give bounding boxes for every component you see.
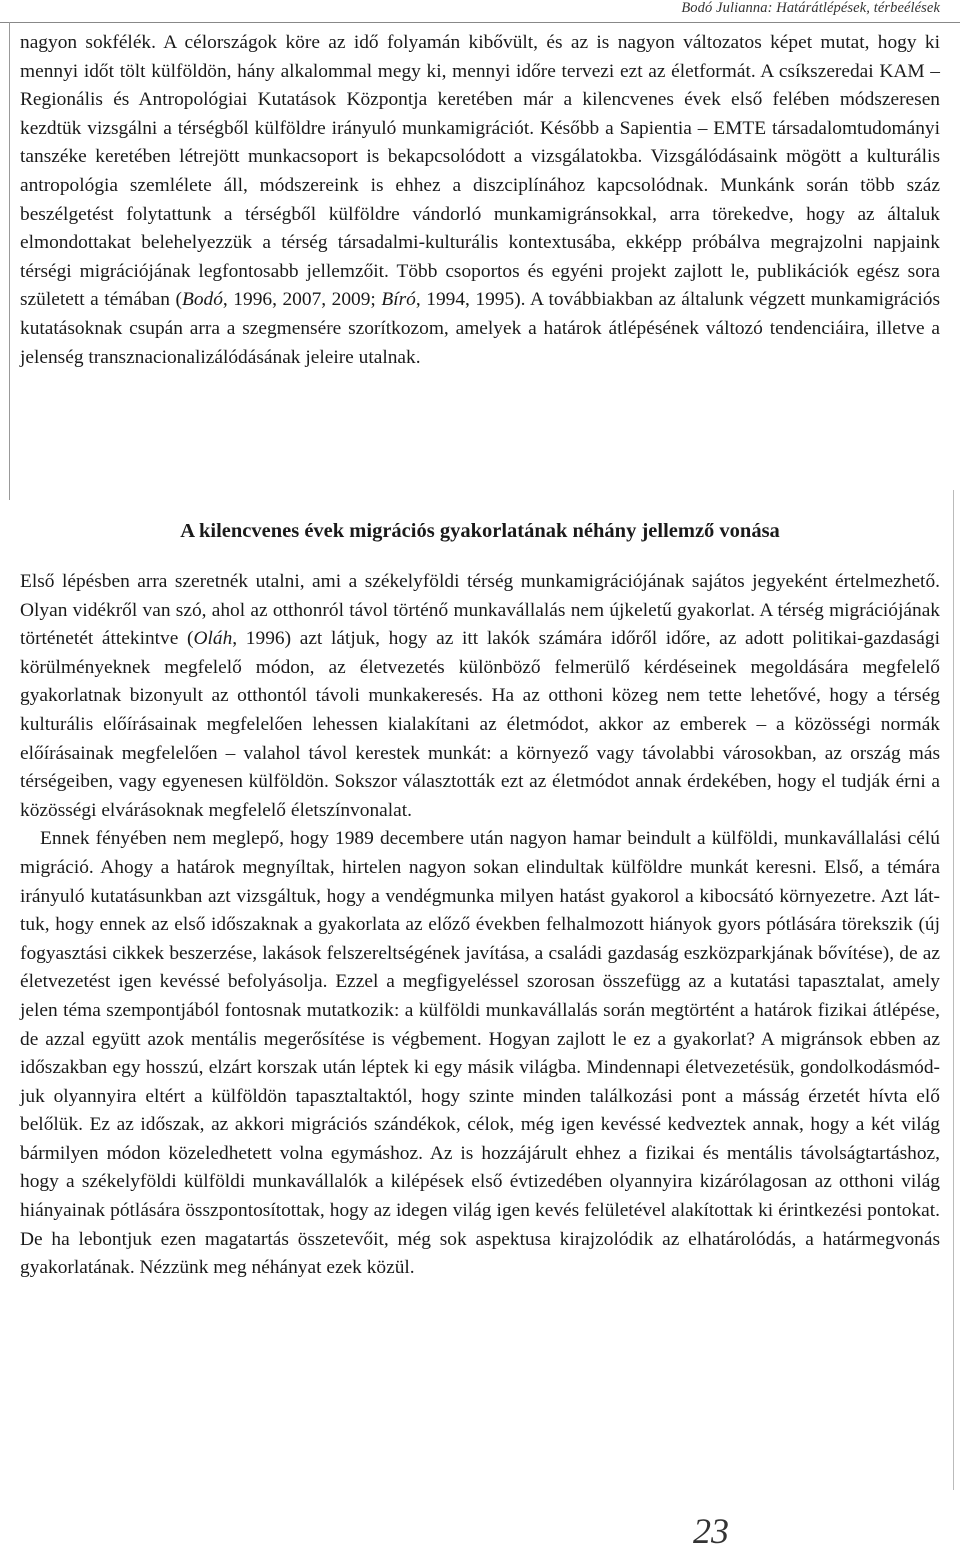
section-paragraph-2: Ennek fényében nem meglepő, hogy 1989 decembere után nagyon hamar beindult a külföldi, munkavállalási célú migráció. Ahogy a határok megnyíltak, hirtelen nagyon sokan elindultak külföldre munkát keresni. Első, a témára irányuló kutatásunkban azt vizsgáltuk, hogy a vendégmunka milyen hatást gyakorol a kibocsátó környezetre. Azt láttuk, hogy ennek az első időszaknak a gyakorlata az előző években felhalmozott hiányok gyors pótlására törekszik (új fogyasztási cikkek beszerzése, lakások felszereltségének javítása, a családi gazdaság eszközparkjának bővítése), de az életvezetést igen kevéssé befolyásolja. Ezzel a megfigyeléssel szorosan összefügg az a kutatási tapasztalat, amely jelen téma szempontjából fontosnak mutatkozik: a külföldi munkavállalás során megtörtént a határok fizikai átlépése, de azzal együtt azok mentális megerősítése is végbement. Hogyan zajlott le ez a gyakorlat? A migránsok ebben az időszakban egy hosszú, elzárt korszak után léptek ki egy másik világba. Mindennapi életvezetésük, gondolkodásmódjuk olyannyira eltért a külföldön tapasztaltaktól, hogy szinte minden találkozási pont a másság érzetét hívta elő belőlük. Ez az időszak, az akkori migrációs szándékok, célok, még igen kevéssé kedveztek annak, hogy a két világ bármilyen módon közeledhetett volna egymáshoz. Az is hozzájárult ehhez a fizikai és mentális távolságtartáshoz, hogy a székelyföldi külföldi munkavállalók a kilépések első évtizedében olyannyira kizárólagosan az otthoni világ hiányainak pótlására összpontosítottak, hogy az idegen világ igen kevés felületével alakítottak ki érintkezési pontokat. De ha lebontjuk ezen magatartás összetevőit, még sok aspektusa kirajzolódik az elhatárolódás, a határmegvonás gyakorlatának. Nézzünk meg néhányat ezek közül. — [20, 828, 940, 1279]
section-body — [20, 568, 940, 1283]
section-heading: A kilencvenes évek migrációs gyakorlatának néhány jellemző vonása — [180, 520, 780, 542]
citation-olah: Oláh — [193, 628, 233, 650]
header-rule — [0, 22, 960, 23]
running-head: Bodó Julianna: Határátlépések, térbeélések — [681, 0, 940, 16]
intro-text-b: , 1996, 2007, 2009; — [222, 289, 382, 311]
section-paragraph-1 — [20, 568, 940, 825]
intro-block — [20, 29, 940, 372]
right-margin-rule — [953, 490, 954, 1490]
section-text-b: , 1996) azt látjuk, hogy az itt lakók számára időről időre, az adott politikai-gazdasági körülményeknek megfelelő módon, az életvezetés különböző felmerülő kérdéseinek megoldására megfelelő gyakorlatnak bizonyult az otthontól távoli munkakeresés. Ha az otthoni közeg nem tette lehetővé, hogy a térség kulturális előírásainak megfelelően lehessen kialakítani az életmódot, akkor az emberek – a közösségi normák előírásainak megfelelően – valahol távol kerestek munkát: a környező vagy távolabbi városokban, az ország más térségeiben, vagy egyenesen külföldön. Sokszor választották ezt az életmódot annak érdekében, hogy el tudják érni a közösségi elvárásoknak megfelelő életszínvonalat. — [20, 628, 940, 821]
left-margin-rule — [9, 22, 10, 500]
intro-text-c: , 1994, 1995). A továbbiakban az általunk végzett munkamigrációs kutatásoknak csupán arra a szegmensére szorítkozom, amelyek a határok átlépésének változó tendenciáira, illetve a jelenség transznacionalizálódásának jeleire utalnak. — [20, 289, 940, 368]
citation-bodo: Bodó — [181, 289, 223, 311]
intro-paragraph — [20, 29, 940, 372]
citation-biro: Bíró — [381, 289, 416, 311]
section-text-a: Első lépésben arra szeretnék utalni, ami a székelyföldi térség munkamigrációjának sajátos jegyeként értelmezhető. Olyan vidékről van szó, ahol az otthonról távol történő munkavállalás nem újkeletű gyakorlat. A térség migrációjának történetét áttekintve ( — [20, 571, 940, 650]
page-number: 23 — [693, 1511, 729, 1551]
intro-text-a: nagyon sokfélék. A célországok köre az idő folyamán kibővült, és az is nagyon változatos képet mutat, hogy ki mennyi időt tölt külföldön, hány alkalommal megy ki, mennyi időre tervezi ezt az életformát. A csíkszeredai KAM – Regionális és Antropológiai Kutatások Központja keretében már a kilencvenes évek első felében módszeresen kezdtük vizsgálni a térségből külföldre irányuló munkamigrációt. Később a Sapientia – EMTE társadalomtudományi tanszéke keretében létrejött munkacsoport is bekapcsolódott a vizsgálatokba. Vizsgálódásaink mögött a kulturális antropológia szemlélete áll, módszereink is ehhez a diszciplínához kapcsolódnak. Munkánk során több száz beszélgetést folytattunk a térségből külföldre vándorló munkamigránsokkal, arra törekedve, hogy az általuk elmondottakat belehelyezzük a térség társadalmi-kulturális kontextusába, ekképp próbálva megrajzolni napjaink térségi migrációjának legfontosabb jellemzőit. Több csoportos és egyéni projekt zajlott le, publikációk egész sora született a témában ( — [20, 32, 940, 311]
